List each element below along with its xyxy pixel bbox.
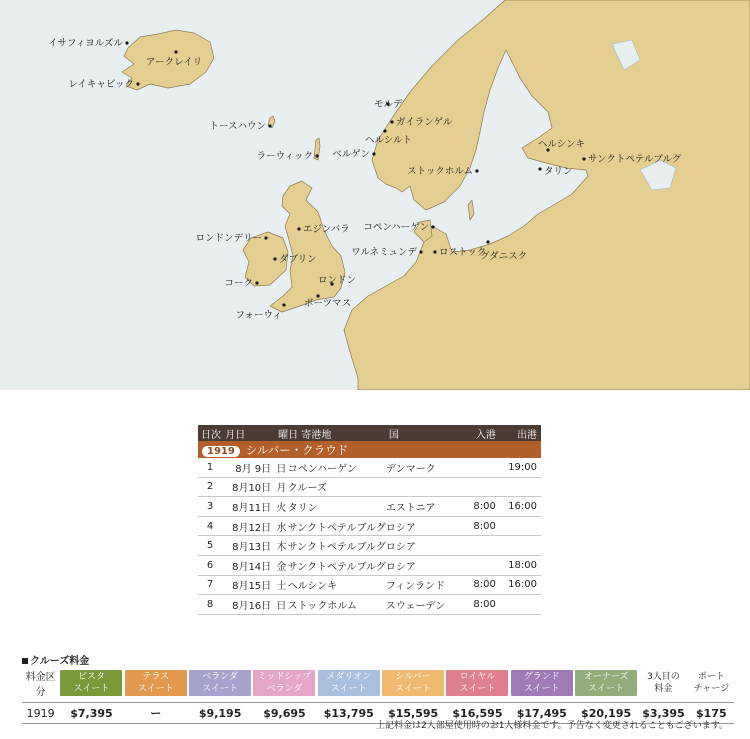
itinerary-cell-weekday: 日 <box>275 595 287 615</box>
fare-category-chip <box>125 670 187 696</box>
fare-category-header <box>510 664 574 703</box>
itinerary-cell-arrive <box>457 477 501 497</box>
itinerary-cell-arrive: 8:00 <box>457 497 501 517</box>
itinerary-cell-depart <box>502 516 541 536</box>
itinerary-cell-depart: 19:00 <box>502 458 541 477</box>
city-dot-icon <box>431 225 434 228</box>
ship-name: シルバー・クラウド <box>245 442 349 457</box>
itinerary-row <box>198 555 541 575</box>
itinerary-cell-country: ロシア <box>386 536 458 556</box>
itinerary-row <box>198 516 541 536</box>
fare-category-header <box>59 664 123 703</box>
city-label: エジンバラ <box>303 224 350 235</box>
city-dot-icon <box>264 236 267 239</box>
fare-category-line2: スイート <box>523 684 560 694</box>
city-warnemunde <box>351 247 422 258</box>
fare-price: $9,195 <box>188 703 252 724</box>
fare-category-chip <box>60 670 122 696</box>
fare-third-person-label <box>638 671 688 695</box>
fare-category-header <box>252 664 316 703</box>
itinerary-cell-port: ストックホルム <box>288 595 386 615</box>
city-dot-icon <box>475 169 478 172</box>
fare-header-line2: 料金 <box>654 684 673 694</box>
itinerary-cell-country: ロシア <box>386 516 458 536</box>
fare-category-chip <box>575 670 637 696</box>
itinerary-cell-arrive <box>457 536 501 556</box>
fare-category-line1: シルバー <box>395 672 431 682</box>
city-label: ベルゲン <box>332 149 370 160</box>
fare-category-line2: スイート <box>395 684 432 694</box>
city-label: サンクトペテルブルグ <box>588 154 682 165</box>
fare-third-person-header <box>638 664 688 703</box>
itinerary-cell-weekday: 日 <box>275 458 287 477</box>
fare-category-chip <box>318 670 380 696</box>
city-label: ストックホルム <box>407 166 473 177</box>
fare-third-person-price: $3,395 <box>638 703 688 724</box>
itinerary-cell-weekday: 金 <box>275 555 287 575</box>
itinerary-cell-date: 8月16日 <box>222 595 275 615</box>
city-stockholm <box>407 166 478 177</box>
fare-category-line1: グランド <box>523 672 560 682</box>
fare-port-charge-header <box>689 664 734 703</box>
fare-category-header <box>445 664 509 703</box>
itinerary-cell-depart <box>502 595 541 615</box>
city-label: レイキャビック <box>68 79 134 90</box>
itinerary-cell-weekday: 火 <box>275 497 287 517</box>
fare-category-chip <box>253 670 315 696</box>
fare-category-line2: スイート <box>202 684 239 694</box>
fare-category-header <box>317 664 381 703</box>
fare-price: $17,495 <box>510 703 574 724</box>
fare-category-chip <box>189 670 251 696</box>
city-dublin <box>273 254 316 265</box>
fare-title-text: クルーズ料金 <box>30 656 90 667</box>
itinerary-cell-date: 8月10日 <box>222 477 275 497</box>
itinerary-cell-port: サンクトペテルブルグ <box>288 555 386 575</box>
city-isafjordur <box>48 38 129 49</box>
itinerary-cell-port: コペンハーゲン <box>288 458 386 477</box>
itinerary-cell-port: タリン <box>288 497 386 517</box>
city-label: ワルネミュンデ <box>351 247 417 258</box>
city-dot-icon <box>538 167 541 170</box>
city-st-petersburg <box>582 154 681 165</box>
ship-row <box>198 441 541 458</box>
fare-port-charge-label <box>689 671 734 695</box>
fare-category-line1: ベランダ <box>202 672 238 682</box>
city-label: ラーウィック <box>256 151 313 162</box>
fare-category-chip <box>446 670 508 696</box>
itinerary-cell-day: 3 <box>198 497 222 517</box>
city-molde <box>374 99 403 110</box>
itinerary-cell-depart: 18:00 <box>502 555 541 575</box>
itinerary-cell-weekday: 水 <box>275 516 287 536</box>
itinerary-cell-weekday: 木 <box>275 536 287 556</box>
itinerary-table <box>198 425 541 615</box>
itinerary-cell-country <box>386 477 458 497</box>
itinerary-cell-day: 4 <box>198 516 222 536</box>
fare-footnote: 上記料金は2人部屋使用時のお1人様料金です。予告なく変更されることもございます。 <box>375 721 728 731</box>
fare-table <box>22 664 734 724</box>
fare-category-chip <box>511 670 573 696</box>
fare-row-code: 1919 <box>22 703 59 724</box>
city-reykjavik <box>68 79 139 90</box>
city-label: コペンハーゲン <box>363 222 429 233</box>
fare-category-header <box>381 664 445 703</box>
fare-category-line2: スイート <box>137 684 174 694</box>
fare-category-line2: スイート <box>73 684 110 694</box>
fare-category-line1: ミッドシップ <box>257 672 312 682</box>
itinerary-cell-arrive: 8:00 <box>457 516 501 536</box>
itinerary-cell-day: 8 <box>198 595 222 615</box>
fare-category-line1: テラス <box>142 672 170 682</box>
city-dot-icon <box>383 129 386 132</box>
fare-price: ー <box>124 703 188 724</box>
fare-category-header <box>574 664 638 703</box>
fare-category-line2: ベランダ <box>266 684 303 694</box>
itinerary-cell-arrive: 8:00 <box>457 575 501 595</box>
itinerary-cell-date: 8月12日 <box>222 516 275 536</box>
fare-category-line2: スイート <box>588 684 624 694</box>
city-dot-icon <box>268 124 271 127</box>
fare-header-line1: ポート <box>697 672 725 682</box>
city-dot-icon <box>486 240 489 243</box>
city-label: トースハウン <box>209 121 266 132</box>
header-weekday-port <box>275 425 386 441</box>
itinerary-cell-port: ヘルシンキ <box>288 575 386 595</box>
city-label: ロンドン <box>318 275 357 286</box>
itinerary-cell-arrive <box>457 458 501 477</box>
itinerary-header-row <box>198 425 541 441</box>
city-label: ロンドンデリー <box>195 233 262 244</box>
city-edinburgh <box>297 224 349 235</box>
city-helsinki <box>538 139 585 152</box>
itinerary-cell-day: 5 <box>198 536 222 556</box>
city-label: ヘルシルト <box>365 135 413 146</box>
itinerary-cell-depart: 16:00 <box>502 497 541 517</box>
itinerary-cell-weekday: 月 <box>275 477 287 497</box>
itinerary-cell-day: 6 <box>198 555 222 575</box>
city-label: ヘルシンキ <box>538 139 586 150</box>
fare-category-line1: メダリオン <box>326 672 372 682</box>
itinerary-cell-country: フィンランド <box>386 575 458 595</box>
itinerary-row <box>198 536 541 556</box>
header-depart: 出港 <box>502 425 541 441</box>
itinerary-cell-day: 7 <box>198 575 222 595</box>
itinerary-cell-country: デンマーク <box>386 458 458 477</box>
city-label: モルデ <box>374 99 403 110</box>
city-dot-icon <box>315 154 318 157</box>
fare-price: $15,595 <box>381 703 445 724</box>
city-dot-icon <box>125 41 128 44</box>
itinerary-cell-weekday: 土 <box>275 575 287 595</box>
fare-header-line1: 3人目の <box>647 672 680 682</box>
city-bergen <box>332 149 375 160</box>
city-tallinn <box>538 166 572 177</box>
city-dot-icon <box>433 250 436 253</box>
city-copenhagen <box>363 222 434 233</box>
city-label: フォーウィ <box>235 310 282 321</box>
fare-category-line1: オーナーズ <box>583 672 629 682</box>
city-londonderry <box>195 233 267 244</box>
city-label: グダニスク <box>480 251 528 262</box>
itinerary-cell-depart <box>502 477 541 497</box>
itinerary-cell-country: ロシア <box>386 555 458 575</box>
header-date: 月日 <box>222 425 275 441</box>
fare-price: $13,795 <box>317 703 381 724</box>
city-dot-icon <box>582 157 585 160</box>
fare-category-line2: スイート <box>330 684 367 694</box>
itinerary-cell-country: スウェーデン <box>386 595 458 615</box>
city-dot-icon <box>136 82 139 85</box>
itinerary-cell-country: エストニア <box>386 497 458 517</box>
city-london <box>318 275 356 286</box>
itinerary-cell-date: 8月13日 <box>222 536 275 556</box>
fare-price: $9,695 <box>252 703 316 724</box>
fare-category-header <box>188 664 252 703</box>
itinerary-cell-date: 8月15日 <box>222 575 275 595</box>
city-label: ガイランゲル <box>396 117 453 128</box>
city-dot-icon <box>297 227 300 230</box>
header-port: 寄港地 <box>301 429 332 441</box>
itinerary-cell-date: 8月14日 <box>222 555 275 575</box>
city-dot-icon <box>255 281 258 284</box>
city-label: ダブリン <box>279 254 317 265</box>
itinerary-cell-depart <box>502 536 541 556</box>
header-day: 日次 <box>198 425 222 441</box>
city-label: ポーツマス <box>304 298 352 309</box>
fare-category-line2: スイート <box>459 684 496 694</box>
city-dot-icon <box>282 303 285 306</box>
fare-header-line2: チャージ <box>693 684 730 694</box>
fare-category-line1: ビスタ <box>77 672 105 682</box>
city-dot-icon <box>372 152 375 155</box>
itinerary-cell-arrive <box>457 555 501 575</box>
itinerary-cell-day: 1 <box>198 458 222 477</box>
header-weekday: 曜日 <box>278 429 299 441</box>
city-label: アークレイリ <box>145 57 203 68</box>
city-label: ロストック <box>439 247 487 258</box>
itinerary-row <box>198 458 541 477</box>
fare-port-charge-price: $175 <box>689 703 734 724</box>
fare-price: $16,595 <box>445 703 509 724</box>
city-geiranger <box>390 117 452 128</box>
itinerary-cell-day: 2 <box>198 477 222 497</box>
header-arrive: 入港 <box>457 425 501 441</box>
ship-code-badge: 1919 <box>202 446 240 457</box>
itinerary-row <box>198 497 541 517</box>
fare-category-line1: ロイヤル <box>459 672 496 682</box>
city-lerwick <box>257 151 319 162</box>
itinerary-cell-depart: 16:00 <box>502 575 541 595</box>
city-torshavn <box>209 121 271 132</box>
city-rostock <box>433 247 486 258</box>
itinerary-cell-port: クルーズ <box>288 477 386 497</box>
city-dot-icon <box>419 250 422 253</box>
fare-category-chip <box>382 670 444 696</box>
fare-price: $20,195 <box>574 703 638 724</box>
city-dot-icon <box>390 120 393 123</box>
header-country: 国 <box>386 425 458 441</box>
city-label: タリン <box>544 166 573 177</box>
city-dot-icon <box>273 257 276 260</box>
itinerary-row <box>198 575 541 595</box>
city-label: イサフィヨルズル <box>48 38 123 49</box>
itinerary-row <box>198 595 541 615</box>
itinerary-cell-date: 8月11日 <box>222 497 275 517</box>
fare-category-header <box>124 664 188 703</box>
city-label: コーク <box>224 278 253 289</box>
itinerary-cell-port: サンクトペテルブルグ <box>288 536 386 556</box>
fare-header-row <box>22 664 734 703</box>
itinerary-cell-arrive: 8:00 <box>457 595 501 615</box>
city-dot-icon <box>174 50 177 53</box>
fare-label-header: 料金区分 <box>25 672 56 698</box>
fare-price: $7,395 <box>59 703 123 724</box>
itinerary-cell-date: 8月 9日 <box>222 458 275 477</box>
itinerary-cell-port: サンクトペテルブルグ <box>288 516 386 536</box>
itinerary-row <box>198 477 541 497</box>
